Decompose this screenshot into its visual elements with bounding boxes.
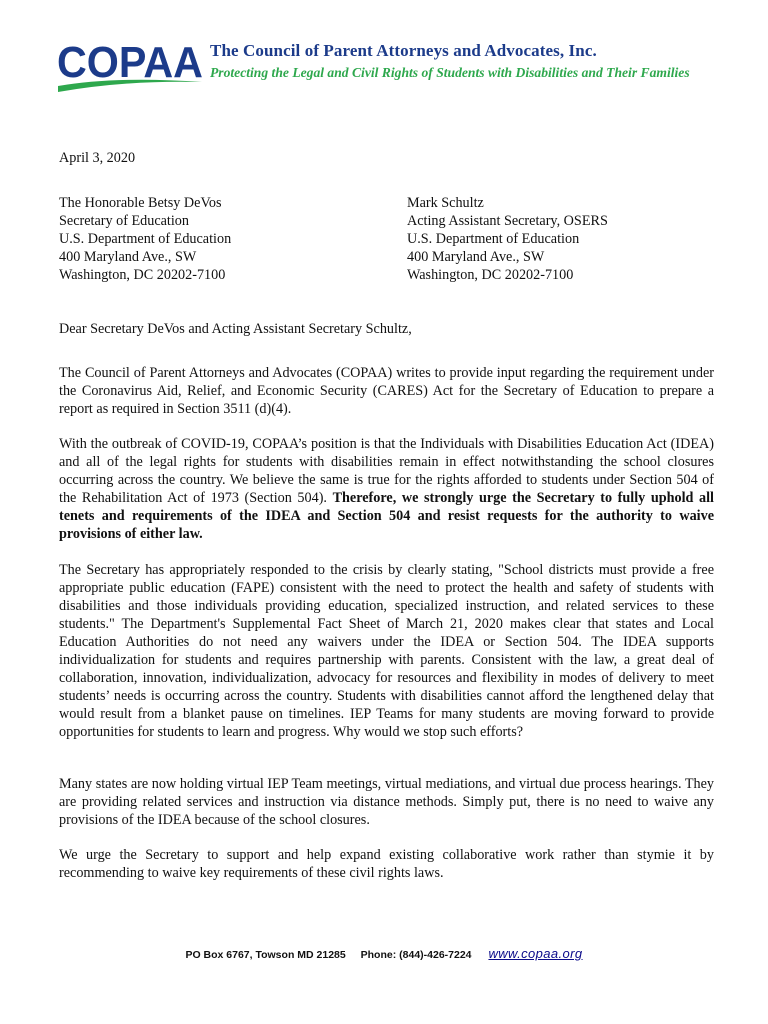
letter-date: April 3, 2020 [59, 150, 136, 166]
paragraph-closing: We urge the Secretary to support and help expand existing collaborative work rather than stymie it by recommending to waive key requirements of these civil rights laws. [59, 847, 714, 881]
org-name: The Council of Parent Attorneys and Advocates, Inc. [210, 41, 597, 60]
recipient-address-right [407, 194, 608, 284]
letterhead [56, 34, 716, 98]
paragraph-position-text: With the outbreak of COVID-19, COPAA’s position is that the Individuals with Disabilities Education Act (IDEA) and all of the legal rights for students with disabilities remain in effect notwithstanding the school closures occurring across the country. We believe the same is true for the rights afforded to students under Section 504 of the Rehabilitation Act of 1973 (Section 504). [59, 436, 714, 506]
logo-wordmark: COPAA [57, 38, 203, 87]
address-line: Mark Schultz [407, 195, 484, 211]
footer-address: PO Box 6767, Towson MD 21285 [185, 949, 346, 961]
paragraph-virtual-meetings: Many states are now holding virtual IEP Team meetings, virtual mediations, and virtual due process hearings. They are providing related services and instruction via distance methods. Simply put, there is no need to waive any provisions of the IDEA because of the school closures. [59, 776, 714, 828]
address-line: 400 Maryland Ave., SW [59, 249, 197, 265]
recipient-address-left [59, 194, 231, 284]
org-tagline: Protecting the Legal and Civil Rights of Students with Disabilities and Their Families [210, 65, 690, 80]
salutation: Dear Secretary DeVos and Acting Assistant Secretary Schultz, [59, 321, 412, 337]
address-line: Washington, DC 20202-7100 [407, 267, 574, 283]
footer-website-link[interactable]: www.copaa.org [488, 946, 583, 961]
address-line: 400 Maryland Ave., SW [407, 249, 545, 265]
address-line: U.S. Department of Education [407, 231, 580, 247]
address-line: U.S. Department of Education [59, 231, 232, 247]
address-line: Secretary of Education [59, 213, 189, 229]
paragraph-position [59, 435, 714, 543]
paragraph-intro: The Council of Parent Attorneys and Advocates (COPAA) writes to provide input regarding the requirement under the Coronavirus Aid, Relief, and Economic Security (CARES) Act for the Secretary of Education to prepare a report as required in Section 3511 (d)(4). [59, 365, 714, 417]
address-line: Washington, DC 20202-7100 [59, 267, 226, 283]
copaa-logo [56, 36, 206, 94]
footer [0, 946, 768, 961]
paragraph-position-emphasis: Therefore, we strongly urge the Secretary to fully uphold all tenets and requirements of the IDEA and Section 504 and resist requests for the authority to waive provisions of either law. [59, 490, 714, 542]
paragraph-secretary-response: The Secretary has appropriately responded to the crisis by clearly stating, "School districts must provide a free appropriate public education (FAPE) consistent with the need to protect the health and safety of students with disabilities and those individuals providing education, specialized instruction, and related services to these students." The Department's Supplemental Fact Sheet of March 21, 2020 makes clear that states and Local Education Authorities do not need any waivers under the IDEA or Section 504. The IDEA supports individualization for students and requires partnership with parents. Consistent with the law, a great deal of collaboration, innovation, individualization, advocacy for resources and flexibility in modes of delivery to meet students’ needs is occurring across the country. Students with disabilities cannot afford the lengthened delay that would result from a blanket pause on timelines. IEP Teams for many students are moving forward to provide opportunities for students to learn and progress. Why would we stop such efforts? [59, 562, 714, 740]
address-line: Acting Assistant Secretary, OSERS [407, 213, 608, 229]
address-line: The Honorable Betsy DeVos [59, 195, 222, 211]
footer-phone: Phone: (844)-426-7224 [360, 949, 472, 961]
